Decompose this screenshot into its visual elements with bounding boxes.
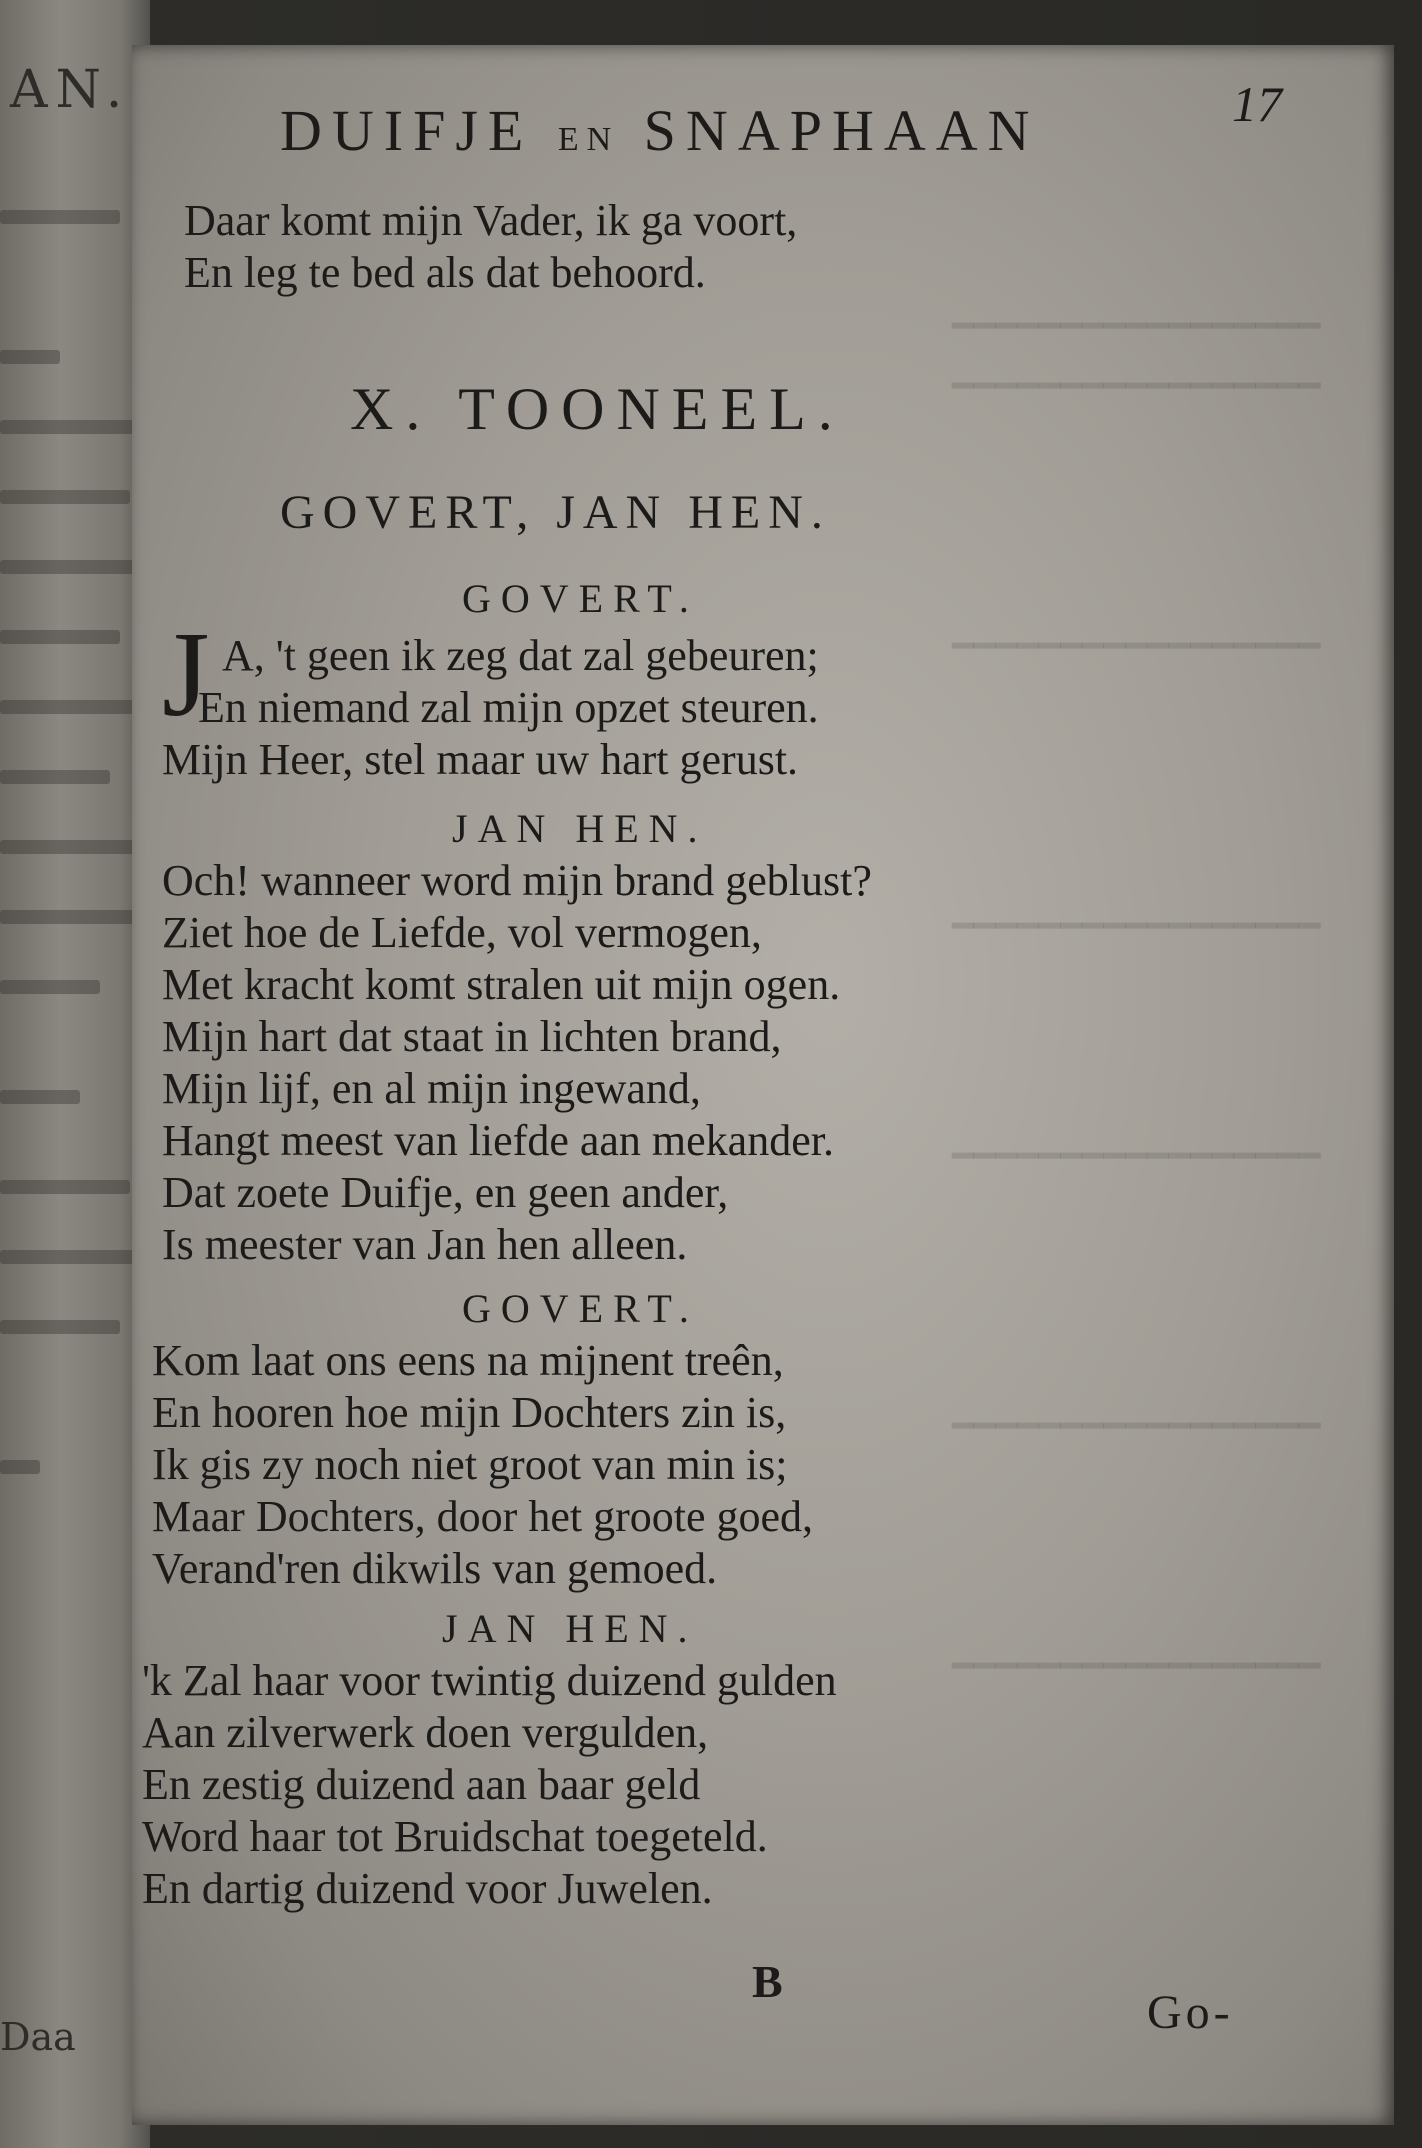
left-page-text-line <box>0 1460 40 1474</box>
right-page <box>132 45 1394 2125</box>
left-page-text-line <box>0 980 100 994</box>
verse-line: Mijn lijf, en al mijn ingewand, <box>162 1064 701 1113</box>
show-through-line: ━━━━━━━━━━━━━━━━━ <box>952 1136 1321 1176</box>
left-page-text-line <box>0 1180 130 1194</box>
left-page-text-line <box>0 630 120 644</box>
verse-line: 'k Zal haar voor twintig duizend gulden <box>142 1656 837 1705</box>
verse-line: En leg te bed als dat behoord. <box>184 248 706 297</box>
show-through-line: ━━━━━━━━━━━━━━━━━ <box>952 626 1321 666</box>
running-head <box>280 97 1040 164</box>
left-page-text-line <box>0 840 135 854</box>
verse-line: Mijn hart dat staat in lichten brand, <box>162 1012 782 1061</box>
drop-cap: J <box>162 607 210 742</box>
verse-line: Kom laat ons eens na mijnent treên, <box>152 1336 784 1385</box>
verse-line: En hooren hoe mijn Dochters zin is, <box>152 1388 787 1437</box>
speaker-label: GOVERT. <box>462 1286 699 1331</box>
show-through-line: ━━━━━━━━━━━━━━━━━ <box>952 1406 1321 1446</box>
left-page-text-line <box>0 210 120 224</box>
characters-heading: GOVERT, JAN HEN. <box>280 486 831 539</box>
verse-line: Met kracht komt stralen uit mijn ogen. <box>162 960 841 1009</box>
show-through-line: ━━━━━━━━━━━━━━━━━ <box>952 1646 1321 1686</box>
left-facing-page <box>0 0 150 2148</box>
catchword: Go- <box>1147 1986 1234 2039</box>
scene-title: X. TOONEEL. <box>350 376 845 442</box>
running-head-connector: EN <box>557 121 620 158</box>
show-through-line: ━━━━━━━━━━━━━━━━━ <box>952 306 1321 346</box>
verse-line: En niemand zal mijn opzet steuren. <box>198 683 819 732</box>
verse-line: Word haar tot Bruidschat toegeteld. <box>142 1812 768 1861</box>
signature-mark: B <box>752 1956 783 2007</box>
left-page-text-line <box>0 770 110 784</box>
verse-line: Daar komt mijn Vader, ik ga voort, <box>184 196 798 245</box>
left-page-text-line <box>0 1320 120 1334</box>
left-page-text-line <box>0 560 145 574</box>
speaker-label: GOVERT. <box>462 576 699 621</box>
running-head-suffix: SNAPHAAN <box>643 98 1040 163</box>
verse-line: En zestig duizend aan baar geld <box>142 1760 701 1809</box>
verse-line: Aan zilverwerk doen vergulden, <box>142 1708 709 1757</box>
left-page-text-line <box>0 420 140 434</box>
left-page-text-line <box>0 910 140 924</box>
speaker-label: JAN HEN. <box>442 1606 698 1651</box>
verse-line: Ik gis zy noch niet groot van min is; <box>152 1440 788 1489</box>
left-page-text-line <box>0 350 60 364</box>
verse-line: Maar Dochters, door het groote goed, <box>152 1492 814 1541</box>
verse-line: Hangt meest van liefde aan mekander. <box>162 1116 834 1165</box>
running-head-prefix: DUIFJE <box>280 98 534 163</box>
left-page-text-line <box>0 700 140 714</box>
verse-line: Ziet hoe de Liefde, vol vermogen, <box>162 908 762 957</box>
verse-line: Och! wanneer word mijn brand geblust? <box>162 856 872 905</box>
show-through-line: ━━━━━━━━━━━━━━━━━ <box>952 906 1321 946</box>
speaker-label: JAN HEN. <box>452 806 708 851</box>
verse-line: En dartig duizend voor Juwelen. <box>142 1864 713 1913</box>
page-number: 17 <box>1232 76 1282 132</box>
left-page-text-line <box>0 1250 140 1264</box>
left-page-text-line <box>0 1090 80 1104</box>
left-page-text-line <box>0 490 130 504</box>
verse-line: Is meester van Jan hen alleen. <box>162 1220 688 1269</box>
left-page-running-head-fragment: AN. <box>10 60 131 120</box>
show-through-line: ━━━━━━━━━━━━━━━━━ <box>952 366 1321 406</box>
left-page-footer-fragment: Daa <box>0 2015 76 2059</box>
verse-line: Verand'ren dikwils van gemoed. <box>152 1544 718 1593</box>
verse-line: A, 't geen ik zeg dat zal gebeuren; <box>222 631 819 680</box>
verse-line: Mijn Heer, stel maar uw hart gerust. <box>162 735 799 784</box>
verse-line: Dat zoete Duifje, en geen ander, <box>162 1168 729 1217</box>
